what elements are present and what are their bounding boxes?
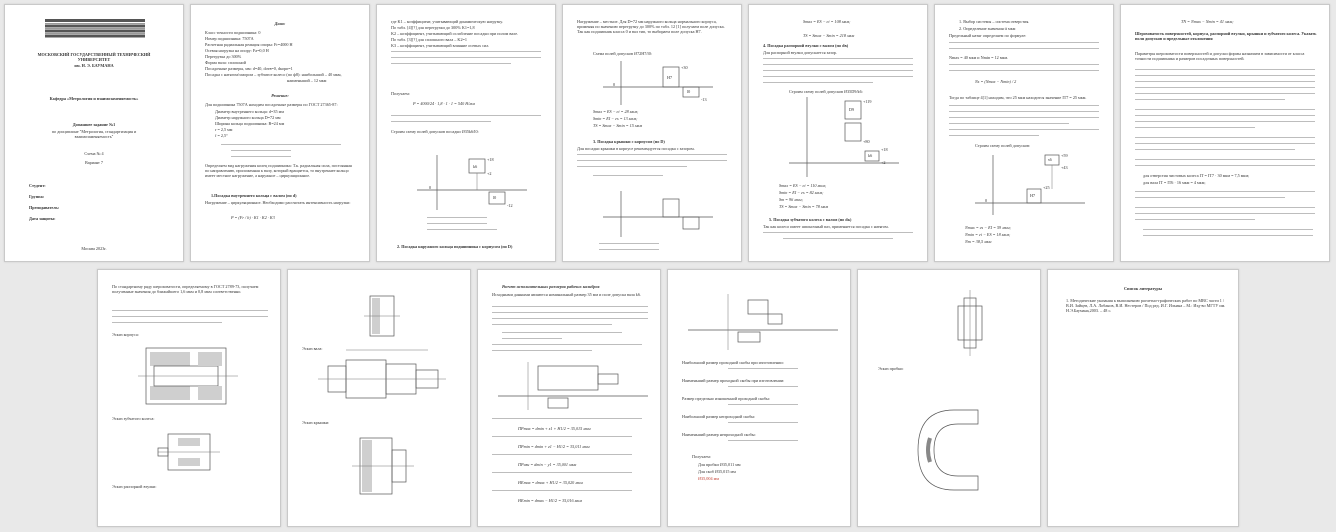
formula: ПРmin = dmin + z1 − H1/2 = 35,011 мкм	[518, 444, 590, 449]
teacher-label: Преподаватель:	[29, 205, 60, 210]
section-text: Для посадки крышки в корпусе рекомендуется посадка с зазором.	[577, 146, 695, 151]
section-heading: 4. Посадка распорной втулки с валом (по dв)	[763, 43, 849, 48]
page-outer-ring	[562, 4, 742, 262]
formula: ПРизн = dmin − y1 = 35,001 мкм	[518, 462, 577, 467]
given-line: Перегрузка до 300%	[205, 54, 242, 59]
sketch-caption: Эскиз зубчатого колеса:	[112, 416, 155, 421]
deviation-label: +43	[1061, 165, 1068, 170]
given-line: Форма вала: сплошной	[205, 60, 247, 65]
sketch-caption: Эскиз крышки:	[302, 420, 330, 425]
formula: Smin = EI − es = 13 мкм;	[593, 116, 638, 121]
deviation-label: 0	[985, 198, 988, 203]
section-heading: 5. Посадка зубчатого колеса с валом (по dк)	[769, 217, 852, 222]
formula: TS = Smax − Smin = 15 мкм	[593, 123, 643, 128]
page-roughness	[1120, 4, 1330, 262]
reference-item: 1. Методические указания к выполнению расчетно-графических работ по МВС части 1 / В.И. Зайцев, Л.А. Лобанов, В.И. Нестеров / Под ред. И.Г. Ильина – М.: Изд-во МГТУ им. Н.Э.Баумана,2003. – 48 с.	[1066, 298, 1226, 314]
text-line: Тогда по таблице 4[1] находим, что 25 мкм находится значение IT7 = 25 мкм.	[949, 95, 1087, 100]
text-line: По табл. [4][?] для перегрузки до 300% K1=1,8	[391, 25, 475, 30]
shaft-cover-sketch	[288, 270, 471, 527]
deviation-label: -12	[507, 203, 513, 208]
deviation-label: +2	[487, 171, 492, 176]
deviation-label: 0	[429, 185, 432, 190]
deviation-label: +59	[1061, 153, 1068, 158]
section-heading: Шероховатость поверхностей, корпуса, распорной втулки, крышки и зубчатого колеса. Указать поля допусков и предельные отклонения	[1135, 31, 1317, 42]
text-line: Наибольший размер проходной скобы при изготовлении:	[682, 360, 784, 365]
page-given	[190, 4, 370, 262]
section-text: По стандартному ряду шероховатости, определяемому в ГОСТ 2789-73, получаем полученные значения до ближайшего 1,6 мкм и 0,8 мкм соответственно.	[112, 284, 259, 295]
formula: НЕmin = dmax − H1/2 = 35,016 мкм	[518, 498, 582, 503]
solution-heading: Решение:	[271, 93, 289, 98]
intro-text: Нагружение – местное. Для D=72 мм наружного кольца нормального корпуса, применяя по значению перегрузку до 300% по табл. 12 [1] получаем поле допуска. Так как подшипник класса 0 и вал тип, то выбираем поле допуска Н7.	[577, 19, 725, 35]
deviation-label: +2	[881, 160, 886, 165]
bullet-item: Диаметр наружного кольца D=72 мм	[215, 115, 281, 120]
formula: Smax = ES − ei = 110 мкм;	[779, 183, 827, 188]
text-line: Наименьший размер непроходной скобы:	[682, 432, 756, 437]
scheme-title: Схема полей допусков Ø72Н7/l0:	[593, 51, 652, 56]
deviation-label: +30	[681, 65, 688, 70]
section-text: Так как колесо имеет шпоночный паз, применяется посадка с натягом.	[763, 224, 889, 229]
section-text: Параметры шероховатости поверхностей и допуски формы назначаем в зависимости от класса точности подшипника и размеров посадочных поверхностей.	[1135, 51, 1305, 62]
result-formula: P = 4000/24 · 1,8 · 1 · 1 = 540 Н/мм	[413, 101, 475, 106]
text-line: 2. Определение значения tt мкм	[959, 26, 1016, 31]
sketch-caption: Эскиз пробки:	[878, 366, 904, 371]
section-text: Для распорной втулки допускается зазор.	[763, 50, 837, 55]
formula: Smax = ES − ei = 108 мкм;	[803, 19, 851, 24]
given-line: наименьший – 12 мкм	[287, 78, 327, 83]
field-label: l0	[493, 195, 497, 200]
page-references	[1047, 269, 1239, 527]
formula: TN = Nmax − Nmin = 41 мкм;	[1181, 19, 1234, 24]
scheme-title: Строим схему полей допусков:	[975, 143, 1031, 148]
field-label: D9	[849, 107, 855, 112]
text-line: Предельный натяг определяем по формуле:	[949, 33, 1027, 38]
formula: P = (Fr / b) · K1 · K2 · K3	[231, 215, 275, 220]
section-heading: 1.Посадка внутреннего кольца с валом (по d)	[211, 193, 297, 198]
university-name-line3: им. Н. Э. БАУМАНА	[74, 63, 114, 68]
university-name-line1: МОСКОВСКИЙ ГОСУДАРСТВЕННЫЙ ТЕХНИЧЕСКИЙ	[37, 52, 151, 57]
formula: Smin = EI − es = 82 мкм;	[779, 190, 824, 195]
field-label: s6	[1048, 157, 1052, 162]
text-line: Наименьший размер проходной скобы при изготовлении:	[682, 378, 785, 383]
discipline-line1: по дисциплине "Метрология, стандартизация и	[51, 129, 137, 134]
formula: Sm = 96 мкм;	[779, 197, 803, 202]
bullet-item: Диаметр внутреннего кольца: d=35 мм	[215, 109, 284, 114]
university-name-line2: УНИВЕРСИТЕТ	[77, 57, 111, 62]
page-inner-ring	[376, 4, 556, 262]
scheme-number: Схема № 4	[84, 151, 104, 156]
deviation-label: +25	[1043, 185, 1050, 190]
page-sketches-shaft	[287, 269, 471, 527]
given-line: Посадочные размеры, мм: d=40, dотв=0, dкорп=1	[205, 66, 293, 71]
given-line: Номер подшипника: 7507А	[205, 36, 254, 41]
text-line: где K1 – коэффициент, учитывающий динамическую нагрузку.	[391, 19, 504, 24]
formula: ПРmax = dmin + z1 + H1/2 = 35,015 мкм	[518, 426, 591, 431]
scheme-title: Строим схему полей допусков Ø35D9/k6:	[789, 89, 863, 94]
deviation-label: -13	[701, 97, 707, 102]
variant-number: Вариант 7	[84, 160, 104, 165]
given-heading: Дано:	[274, 21, 286, 26]
references-heading: Список литературы	[1124, 286, 1162, 291]
student-label: Студент:	[29, 183, 46, 188]
page-snap-gauge-calc	[667, 269, 851, 527]
formula: TS = Smax − Smin = 218 мкм	[803, 33, 855, 38]
section-heading: Расчет исполнительных размеров рабочих калибров	[502, 284, 600, 289]
text-line: K3 – коэффициент, учитывающий влияние осевых сил.	[391, 43, 490, 48]
result-item: Ø35,004 мм	[698, 476, 719, 481]
group-label: Группа:	[29, 194, 45, 199]
bullet-item: f = 2,5°	[215, 133, 228, 138]
section-heading: 3. Посадка крышки с корпусом (по D)	[593, 139, 665, 144]
formula: Nmin = ei − ES = 18 мкм;	[965, 232, 1011, 237]
text-line: K2 – коэффициент, учитывающий ослабление посадки при полом вале.	[391, 31, 519, 36]
results-heading: Получаем:	[692, 454, 711, 459]
solution-intro: Для подшипника 7507А находим посадочные размеры по ГОСТ 27365-87:	[205, 102, 338, 107]
tolerance-field-diagram	[935, 5, 1114, 262]
loading-paragraph: Определяем вид нагружения колец подшипника: Т.к. радиальная сила, постоянная по направлению, приложенная к валу, который вращается, то внутреннее кольцо имеет местное нагружение, а наружное – циркуляционное.	[205, 163, 352, 179]
field-label: k6	[473, 164, 478, 169]
formula: Nmax = es − EI = 59 мкм;	[965, 225, 1011, 230]
bullet-item: для вала IT = IT6 · 16 мкм = 4 мкм;	[1143, 180, 1206, 185]
deviation-label: +119	[863, 99, 872, 104]
gauge-tolerance-diagram	[478, 270, 661, 527]
deviation-label: +18	[881, 147, 888, 152]
discipline-line2: взаимозаменяемость"	[74, 134, 114, 139]
grade-label: Дата защиты:	[29, 216, 56, 221]
text-line: Nmax = 40 мкм и Nmin = 12 мкм.	[949, 55, 1009, 60]
field-label: H7	[1030, 193, 1036, 198]
page-plug-gauge-sketch	[857, 269, 1041, 527]
deviation-label: +80	[863, 139, 870, 144]
sketch-caption: Эскиз распорной втулки:	[112, 484, 157, 489]
given-line: Посадка с натягом/зазором – зубчатое колесо (по ф8): наибольший – 40 мкм,	[205, 72, 342, 77]
page-gear-fit	[934, 4, 1114, 262]
page-gauges-calc	[477, 269, 661, 527]
result-item: Для пробки Ø35,011 мм	[698, 462, 741, 467]
given-line: Осевая нагрузка на опору: Fa=0,0 Н	[205, 48, 269, 53]
given-line: Класс точности подшипника: 0	[205, 30, 261, 35]
result-item: Для скоб Ø35,015 мм	[698, 469, 736, 474]
formula: Nm = 38,5 мкм	[965, 239, 992, 244]
bullet-item: r = 2,5 мм	[215, 127, 233, 132]
bullet-item: для отверстия чистовых колеса IT = IT7 · 30 мкм = 7,5 мкм;	[1143, 173, 1250, 178]
page-sketches-housing	[97, 269, 281, 527]
text-line: Получаем:	[391, 91, 410, 96]
field-label: k6	[868, 153, 873, 158]
formula: TS = Smax − Smin = 78 мкм	[779, 204, 829, 209]
title-page	[4, 4, 184, 262]
sketch-caption: Эскиз вала:	[302, 346, 323, 351]
formula: Ns = (Nmax − Nmin) / 2	[975, 79, 1017, 84]
city-year: Москва 2023г.	[81, 246, 107, 251]
deviation-label: +18	[487, 157, 494, 162]
department: Кафедра «Метрология и взаимозаменяемость»	[49, 96, 139, 101]
field-label: H7	[667, 75, 673, 80]
text-line: Размер предельно изношенной проходной скобы:	[682, 396, 770, 401]
work-title: Домашнее задание №1	[72, 122, 116, 127]
page-spacer-sleeve	[748, 4, 928, 262]
sketch-caption: Эскиз корпуса:	[112, 332, 139, 337]
tolerance-field-diagram	[563, 5, 742, 262]
section-text: Нагружение – циркуляционное. Необходимо рассчитать интенсивность нагрузки:	[205, 200, 351, 205]
text-line: 1. Выбор системы – система отверстия.	[959, 19, 1030, 24]
text-line: По табл. [3][?] для сплошного вала – K2=1	[391, 37, 468, 42]
formula: Smax = ES − ei = 28 мкм;	[593, 109, 639, 114]
section-text: Исходными данными являются номинальный размер 35 мм и поле допуска вала k6.	[492, 292, 642, 297]
bullet-item: Ширина кольца подшипника: B=24 мм	[215, 121, 285, 126]
text-line: Наибольший размер непроходной скобы:	[682, 414, 756, 419]
section-heading: 2. Посадка наружного кольца подшипника с корпусом (по D)	[397, 244, 513, 249]
scheme-title: Строим схему полей допусков посадки Ø35k6/l0:	[391, 129, 479, 134]
formula: НЕmax = dmax + H1/2 = 35,020 мкм	[518, 480, 583, 485]
given-line: Расчетная радиальная реакция опоры: Fr=4000 Н	[205, 42, 293, 47]
field-label: l0	[687, 89, 691, 94]
deviation-label: 0	[613, 82, 616, 87]
plug-gauge-sketch	[858, 270, 1041, 527]
